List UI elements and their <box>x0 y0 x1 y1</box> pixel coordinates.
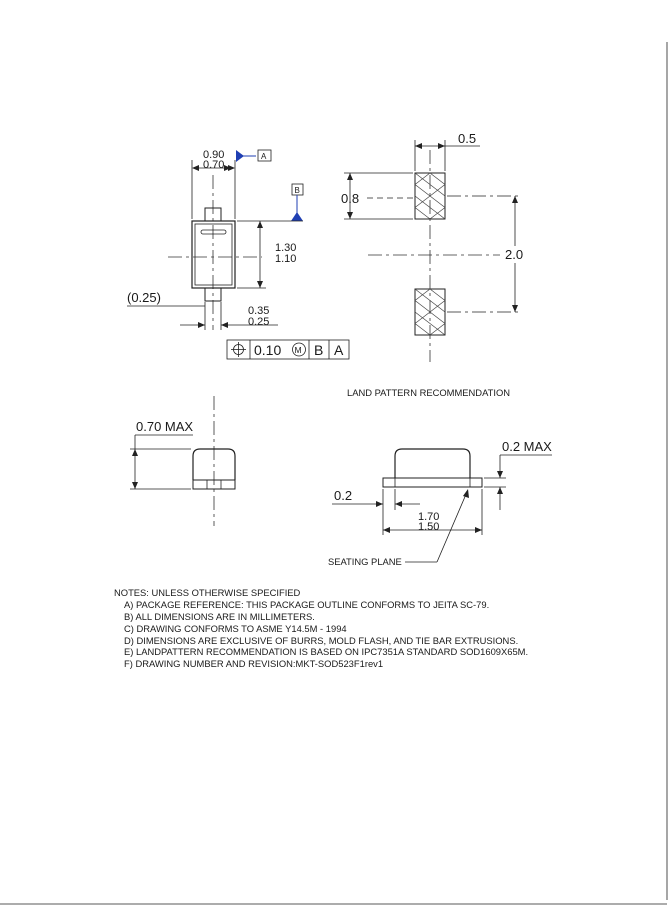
lead-length-arrow-left <box>376 501 383 507</box>
note-e: E) LANDPATTERN RECOMMENDATION IS BASED ON IPC7351A STANDARD SOD1609X65M. <box>124 646 529 657</box>
side-view <box>130 396 235 526</box>
length-max-label: 1.30 <box>275 242 297 254</box>
cathode-band <box>201 230 226 234</box>
pad-width-label: 0.5 <box>458 131 477 146</box>
lead-width-max-label: 0.35 <box>248 305 270 317</box>
front-view-leads <box>383 478 482 487</box>
package-body <box>192 221 235 288</box>
feature-control-frame <box>227 340 349 359</box>
seating-plane-label: SEATING PLANE <box>328 556 402 567</box>
lead-offset-label: (0.25) <box>127 290 161 305</box>
datum-a-label: A <box>261 152 267 161</box>
note-c: C) DRAWING CONFORMS TO ASME Y14.5M - 1994 <box>124 623 347 634</box>
lead-width-min-label: 0.25 <box>248 316 270 328</box>
land-pattern-view <box>341 131 527 398</box>
pitch-label: 2.0 <box>505 247 524 262</box>
datum-b-label: B <box>294 186 300 195</box>
width-max-label: 0.90 <box>203 149 225 161</box>
lead-offset-arrow <box>198 322 205 328</box>
fcf-datum-2: A <box>334 342 344 358</box>
front-view <box>328 439 552 567</box>
note-b: B) ALL DIMENSIONS ARE IN MILLIMETERS. <box>124 611 315 622</box>
land-pattern-caption: LAND PATTERN RECOMMENDATION <box>347 387 511 398</box>
lead-length-label: 0.2 <box>334 488 353 503</box>
top-view <box>127 149 349 359</box>
note-a: A) PACKAGE REFERENCE: THIS PACKAGE OUTLINE CONFORMS TO JEITA SC-79. <box>124 599 490 610</box>
pad-height-label: 0.8 <box>341 191 360 206</box>
notes-block <box>114 587 528 669</box>
overall-min-label: 1.50 <box>418 521 440 533</box>
fcf-tolerance: 0.10 <box>254 342 282 358</box>
seating-plane-leader-diag <box>437 492 467 562</box>
lead-width-arrow <box>221 322 228 328</box>
front-view-body <box>395 449 470 478</box>
note-f: F) DRAWING NUMBER AND REVISION:MKT-SOD523F1rev1 <box>124 658 384 669</box>
lead-length-arrow-right <box>395 501 402 507</box>
datum-b-triangle <box>291 212 303 221</box>
height-max-label: 0.70 MAX <box>136 419 194 434</box>
notes-header: NOTES: UNLESS OTHERWISE SPECIFIED <box>114 587 301 598</box>
standoff-arrows <box>497 471 503 494</box>
overall-max-label: 1.70 <box>418 511 440 523</box>
package-body-inner <box>195 224 232 285</box>
seating-plane-arrow <box>463 489 469 498</box>
standoff-max-label: 0.2 MAX <box>502 439 552 454</box>
fcf-modifier: M <box>294 345 302 355</box>
length-min-label: 1.10 <box>275 253 297 265</box>
note-d: D) DIMENSIONS ARE EXCLUSIVE OF BURRS, MOLD FLASH, AND TIE BAR EXTRUSIONS. <box>124 635 519 646</box>
datum-a-triangle <box>236 150 244 162</box>
width-min-label: 0.70 <box>203 159 225 171</box>
fcf-datum-1: B <box>314 342 324 358</box>
